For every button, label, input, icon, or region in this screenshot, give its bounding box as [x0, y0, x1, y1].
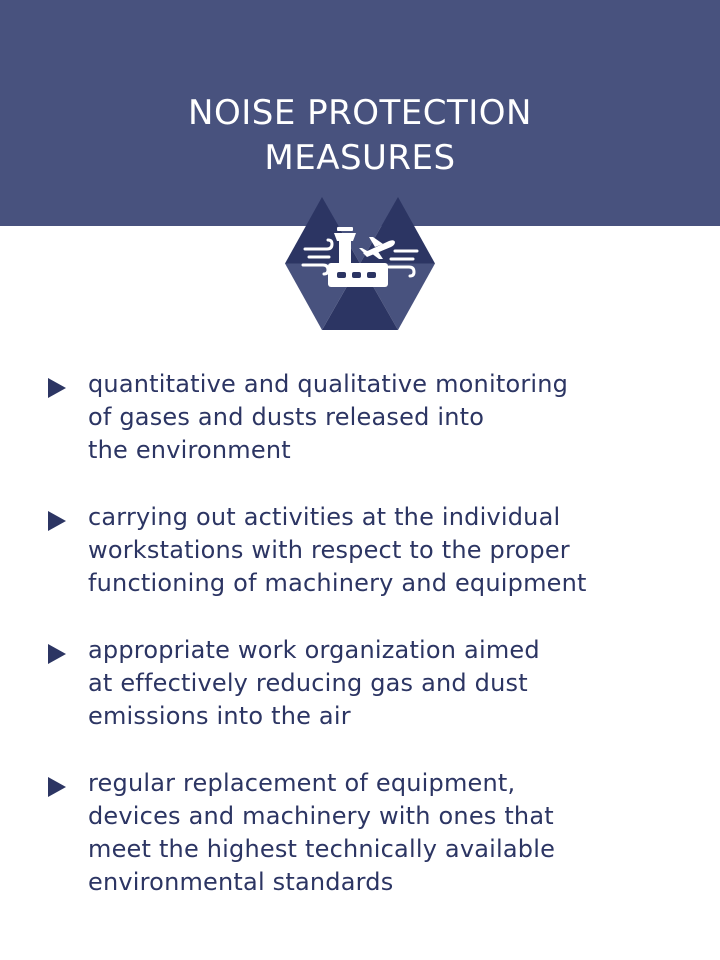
list-item-text: [88, 501, 704, 600]
text-line: quantitative and qualitative monitoring: [88, 370, 569, 398]
page-title: [0, 91, 720, 181]
text-line: functioning of machinery and equipment: [88, 569, 587, 597]
triangle-bullet-icon: [48, 777, 66, 797]
title-line: MEASURES: [264, 137, 456, 178]
airport-icon: [285, 197, 435, 330]
triangle-bullet-icon: [48, 644, 66, 664]
triangle-bullet-icon: [48, 378, 66, 398]
text-line: environmental standards: [88, 868, 394, 896]
text-line: emissions into the air: [88, 702, 351, 730]
list-item: [44, 368, 704, 467]
list-item-text: [88, 767, 704, 899]
text-line: meet the highest technically available: [88, 835, 556, 863]
title-line: NOISE PROTECTION: [188, 92, 532, 133]
list-item: [44, 501, 704, 600]
text-line: of gases and dusts released into: [88, 403, 485, 431]
list-item-text: [88, 634, 704, 733]
list-item: [44, 634, 704, 733]
list-item: [44, 767, 704, 899]
text-line: regular replacement of equipment,: [88, 769, 516, 797]
text-line: the environment: [88, 436, 291, 464]
list-item-text: [88, 368, 704, 467]
text-line: devices and machinery with ones that: [88, 802, 554, 830]
text-line: at effectively reducing gas and dust: [88, 669, 528, 697]
measures-list: [44, 368, 704, 933]
text-line: appropriate work organization aimed: [88, 636, 540, 664]
triangle-bullet-icon: [48, 511, 66, 531]
header-banner: [0, 0, 720, 226]
text-line: workstations with respect to the proper: [88, 536, 570, 564]
text-line: carrying out activities at the individual: [88, 503, 561, 531]
